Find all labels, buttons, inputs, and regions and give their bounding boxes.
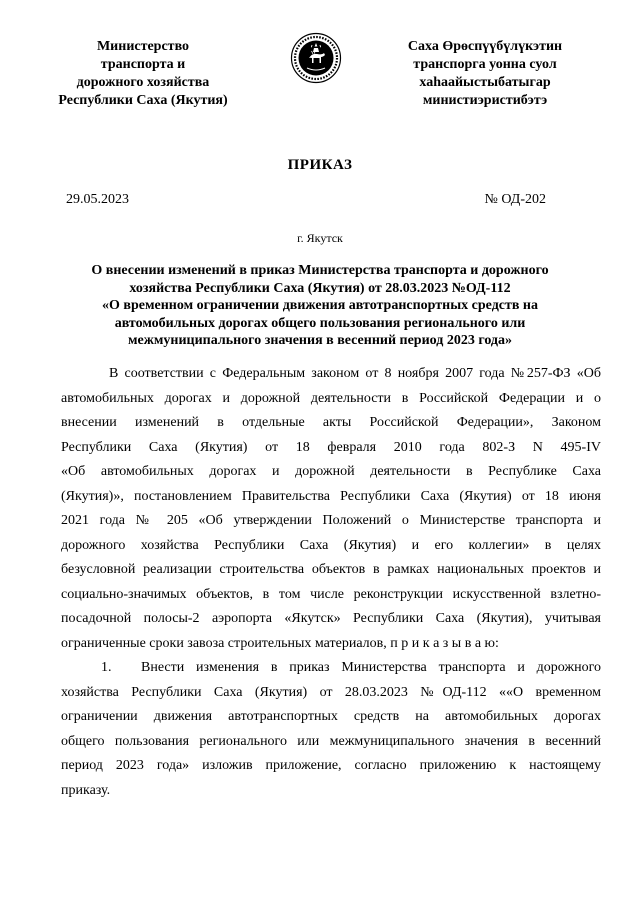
body-line: период 2023 года» изложив приложение, согласно приложению к настоящему	[61, 758, 601, 773]
body-line: безусловной реализации строительства объектов в рамках национальных проектов и	[61, 562, 601, 577]
order-subject	[60, 262, 580, 350]
order-number: № ОД-202	[484, 192, 546, 207]
item-1-first-line	[61, 656, 601, 681]
subject-line: межмуниципального значения в весенний период 2023 года»	[127, 333, 513, 348]
item-1-text: Внести изменения в приказ Министерства транспорта и дорожного	[141, 660, 601, 675]
document-title: ПРИКАЗ	[287, 157, 353, 173]
ministry-name-line: Саха Өрөспүүбүлүкэтин	[407, 39, 563, 54]
ministry-name-line: транспорта и	[100, 57, 186, 72]
body-line: общего пользования регионального или межмуниципального значения в весенний	[61, 733, 601, 749]
body-line: посадочной полосы-2 аэропорта «Якутск» Республики Саха (Якутия), учитывая	[61, 611, 601, 626]
body-line: ограничении движения автотранспортных средств на автомобильных дорогах	[61, 709, 601, 724]
subject-line: О внесении изменений в приказ Министерства транспорта и дорожного	[91, 263, 549, 278]
body-line: приказу.	[61, 782, 111, 798]
ministry-name-yakut	[380, 38, 590, 110]
order-date: 29.05.2023	[66, 192, 129, 207]
body-line: социально-значимых объектов, в том числе реконструкции искусственной взлетно-	[61, 586, 601, 602]
body-line: В соответствии с Федеральным законом от 8 ноября 2007 года №257-ФЗ «Об	[109, 366, 601, 381]
subject-line: автомобильных дорогах общего пользования регионального или	[114, 315, 526, 331]
body-line: внесении изменений в отдельные акты Российской Федерации», Законом	[61, 415, 601, 430]
body-line: 2021 года № 205 «Об утверждении Положений о Министерстве транспорта и	[61, 513, 601, 528]
body-line: хозяйства Республики Саха (Якутия) от 28.03.2023 №ОД-112 ««О временном	[61, 684, 601, 700]
body-line: ограниченные сроки завоза строительных материалов, п р и к а з ы в а ю:	[61, 635, 499, 651]
ministry-name-line: Республики Саха (Якутия)	[58, 93, 228, 108]
ministry-name-line: хаһаайыстыбатыгар	[419, 75, 551, 90]
body-line: дорожного хозяйства Республики Саха (Якутия) и его коллегии» в целях	[61, 537, 601, 553]
order-body	[61, 362, 601, 803]
ministry-name-line: транспорга уонна суол	[413, 57, 557, 72]
subject-line: «О временном ограничении движения автотранспортных средств на	[102, 298, 538, 313]
body-line: Республики Саха (Якутия) от 18 февраля 2010 года 802-З N 495-IV	[61, 439, 601, 455]
body-line: (Якутия)», постановлением Правительства Республики Саха (Якутия) от 18 июня	[61, 488, 601, 504]
ministry-name-russian	[38, 38, 248, 110]
body-line: «Об автомобильных дорогах и дорожной деятельности в Республике Саха	[61, 464, 601, 479]
item-1-number: 1.	[101, 660, 112, 675]
place-of-issue: г. Якутск	[297, 231, 343, 245]
ministry-name-line: министиэристибэтэ	[422, 93, 548, 108]
subject-line: хозяйства Республики Саха (Якутия) от 28.03.2023 №ОД-112	[129, 280, 511, 296]
body-line: автомобильных дорогах и дорожной деятельности в Российской Федерации и о	[61, 390, 601, 406]
ministry-name-line: Министерство	[96, 39, 190, 54]
coat-of-arms-sakha-icon	[290, 32, 342, 84]
ministry-name-line: дорожного хозяйства	[76, 75, 210, 90]
